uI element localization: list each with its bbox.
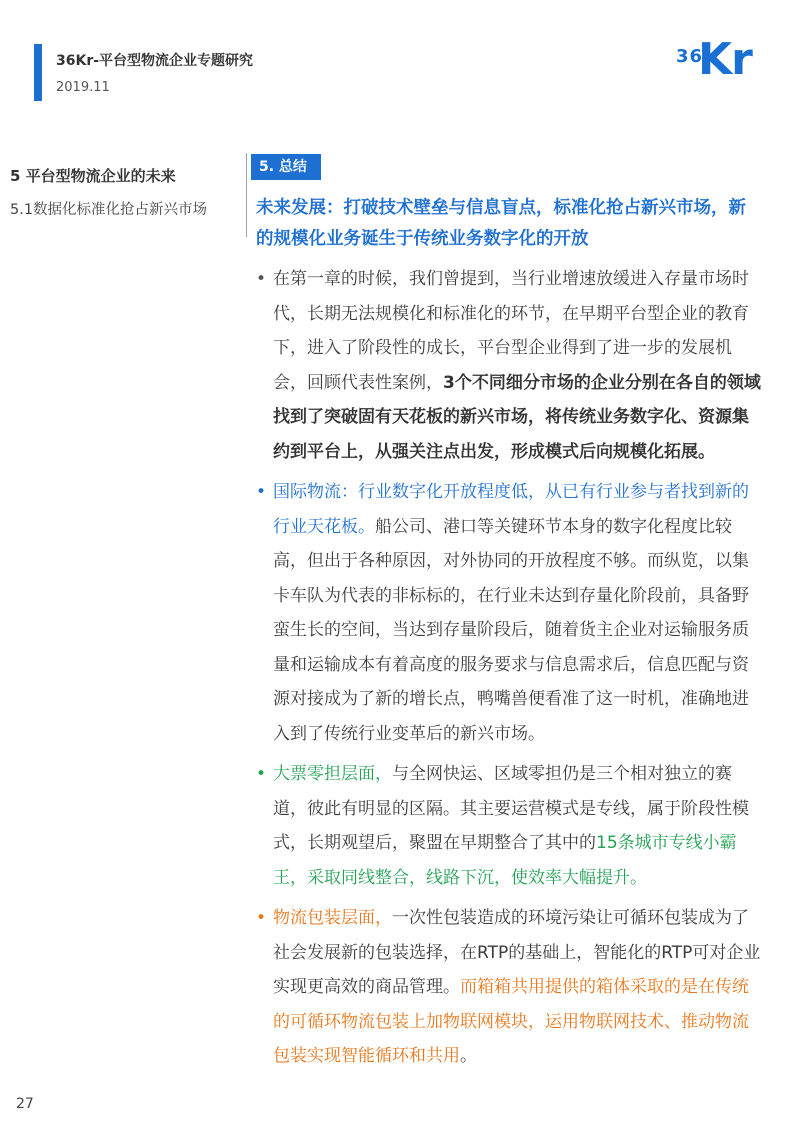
sidebar-divider: [246, 153, 247, 237]
bullet-highlight: 15条城市专线小霸王，采取同线整合，线路下沉，使效率大幅提升。: [273, 833, 737, 888]
sidebar-section-title: 5 平台型物流企业的未来: [10, 167, 176, 185]
bullet-text: 。: [460, 1046, 477, 1066]
logo-main-text: Kr: [698, 34, 752, 85]
summary-headline: 未来发展：打破技术壁垒与信息盲点，标准化抢占新兴市场，新的规模化业务诞生于传统业务数字化的开放: [256, 198, 746, 249]
brand-logo: [676, 34, 764, 88]
bullet-item: [256, 475, 764, 751]
page-number: 27: [16, 1096, 34, 1112]
bullet-item: [256, 757, 764, 895]
bullet-text: 与全网快运、区域零担仍是三个相对独立的赛道，彼此有明显的区隔。其主要运营模式是专线，属于阶段性模式，长期观望后，聚盟在早期整合了其中的: [273, 764, 749, 853]
bullet-list: [256, 262, 764, 1080]
report-title: 36Kr-平台型物流企业专题研究: [56, 53, 254, 69]
bullet-text: 在第一章的时候，我们曾提到，当行业增速放缓进入存量市场时代，长期无法规模化和标准化的环节，在早期平台型企业的教育下，进入了阶段性的成长，平台型企业得到了进一步的发展机会，回顾代表性案例，: [273, 269, 749, 393]
header-accent-bar: [34, 44, 42, 101]
bullet-highlight: 而箱箱共用提供的箱体采取的是在传统的可循环物流包装上加物联网模块，运用物联网技术、推动物流包装实现智能循环和共用: [273, 977, 749, 1066]
bullet-highlight: 大票零担层面，: [273, 764, 392, 784]
section-sidebar: [10, 165, 246, 219]
bullet-dot-icon: •: [256, 269, 267, 289]
bullet-item: [256, 262, 764, 469]
logo-superscript: 36: [676, 46, 704, 67]
bullet-highlight: 国际物流：行业数字化开放程度低，从已有行业参与者找到新的行业天花板。: [273, 482, 749, 537]
bullet-dot-icon: •: [256, 908, 267, 928]
sidebar-subsection-title: 5.1数据化标准化抢占新兴市场: [10, 202, 208, 218]
bullet-dot-icon: •: [256, 764, 267, 784]
bullet-text: 一次性包装造成的环境污染让可循环包装成为了社会发展新的包装选择，在RTP的基础上，智能化的RTP可对企业实现更高效的商品管理。: [273, 908, 761, 997]
bullet-text: 船公司、港口等关键环节本身的数字化程度比较高，但出于各种原因，对外协同的开放程度不够。而纵览，以集卡车队为代表的非标标的，在行业未达到存量化阶段前，具备野蛮生长的空间，当达到存量阶段后，随着货主企业对运输服务质量和运输成本有着高度的服务要求与信息需求后，信息匹配与资源对接成为了新的增长点，鸭嘴兽便看准了这一时机，准确地进入到了传统行业变革后的新兴市场。: [273, 516, 749, 744]
bullet-item: [256, 901, 764, 1074]
bullet-emphasis: 3个不同细分市场的企业分别在各自的领域找到了突破固有天花板的新兴市场，将传统业务数字化、资源集约到平台上，从强关注点出发，形成模式后向规模化拓展。: [273, 372, 761, 462]
bullet-dot-icon: •: [256, 482, 267, 502]
report-date: 2019.11: [56, 80, 110, 95]
bullet-highlight: 物流包装层面，: [273, 908, 392, 928]
summary-badge: 5. 总结: [251, 154, 321, 180]
